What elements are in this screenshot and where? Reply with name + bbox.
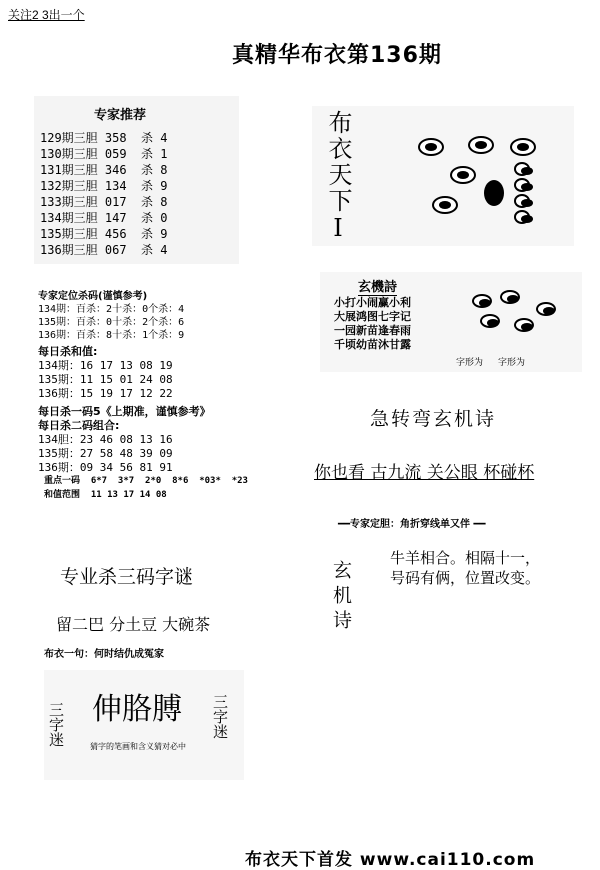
position-kill-block <box>38 290 184 342</box>
expert-row: 132期三胆 134 杀 9 <box>40 179 168 193</box>
sum-range: 和值范围 11 13 17 14 08 <box>44 490 167 500</box>
position-kill-row: 136期：百杀：8十杀：1个杀：9 <box>38 330 185 341</box>
daily-sum-heading: 每日杀和值: <box>38 345 98 358</box>
expert-heading: 专家推荐 <box>94 108 147 123</box>
xuanji-title: 玄機詩 <box>358 276 397 296</box>
xuanji-line: 千顷幼苗沐甘露 <box>334 338 411 351</box>
char-form-label: 字形为 <box>456 358 484 368</box>
expert-row: 135期三胆 456 杀 9 <box>40 227 168 241</box>
small-coins-icon <box>470 288 560 348</box>
expert-row: 131期三胆 346 杀 8 <box>40 163 168 177</box>
expert-row: 130期三胆 059 杀 1 <box>40 147 168 161</box>
expert-location: ━━专家定胆：角折穿线单又伴 ━━ <box>338 519 486 530</box>
expert-row: 133期三胆 017 杀 8 <box>40 195 168 209</box>
page-title: 真精华布衣第136期 <box>232 43 442 68</box>
xuanji-line: 小打小闹赢小利 <box>334 296 411 309</box>
jizhuan-title: 急转弯玄机诗 <box>370 408 497 430</box>
daily-kill-block <box>38 405 211 475</box>
position-kill-row: 134期：百杀：2十杀：0个杀：4 <box>38 304 185 315</box>
expert-row: 134期三胆 147 杀 0 <box>40 211 168 225</box>
xuanji-vertical: 玄机诗 <box>330 560 352 635</box>
daily-kill-row: 136期：09 34 56 81 91 <box>38 461 173 474</box>
riddle-big-text: 伸胳膊 <box>92 692 182 727</box>
riddle-side-right: 三字迷 <box>211 694 229 739</box>
xuanji-line: 大展鸿图七字记 <box>334 310 411 323</box>
poem-line: 牛羊相合。相隔十一， <box>390 549 541 567</box>
top-note: 关注2 3出一个 <box>8 8 85 22</box>
position-kill-heading: 专家定位杀码(谨慎参考) <box>38 291 148 302</box>
jizhuan-hint: 你也看 古九流 关公眼 杯碰杯 <box>314 463 535 483</box>
daily-kill-row: 134胆：23 46 08 13 16 <box>38 433 173 446</box>
poem-line: 号码有俩，位置改变。 <box>390 569 541 587</box>
riddle-note: 猜字的笔画和含义猜对必中 <box>90 742 186 751</box>
riddle-words: 留二巴 分土豆 大碗茶 <box>56 615 211 634</box>
xuanji-lines <box>334 296 411 352</box>
buyi-vertical-title: 布衣天下Ⅰ <box>324 110 352 244</box>
expert-rows <box>40 130 167 258</box>
expert-panel <box>34 96 239 264</box>
daily-sum-row: 136期：15 19 17 12 22 <box>38 387 173 400</box>
coin-illustration-icon <box>410 130 580 240</box>
daily-sum-row: 134期：16 17 13 08 19 <box>38 359 173 372</box>
position-kill-row: 135期：百杀：0十杀：2个杀：6 <box>38 317 185 328</box>
daily-sum-row: 135期：11 15 01 24 08 <box>38 373 173 386</box>
daily-kill-row: 135期：27 58 48 39 09 <box>38 447 173 460</box>
xuanji-line: 一园新苗逢春雨 <box>334 324 411 337</box>
key-points <box>44 474 248 502</box>
key-one-code: 重点一码 6*7 3*7 2*0 8*6 *03* *23 <box>44 476 248 486</box>
daily-kill-two: 每日杀二码组合: <box>38 419 120 432</box>
footer-site: 布衣天下首发 www.cai110.com <box>245 850 536 870</box>
riddle-sentence: 布衣一句：何时结仇成冤家 <box>44 649 164 660</box>
riddle-side-left: 三字迷 <box>47 702 65 747</box>
poem <box>390 548 540 588</box>
expert-row: 129期三胆 358 杀 4 <box>40 131 168 145</box>
expert-row: 136期三胆 067 杀 4 <box>40 243 168 257</box>
char-form-label: 字形为 <box>498 358 526 368</box>
riddle-title: 专业杀三码字谜 <box>60 566 194 588</box>
daily-sum-block <box>38 345 173 401</box>
daily-kill-one: 每日杀一码5《上期准，谨慎参考》 <box>38 405 211 418</box>
